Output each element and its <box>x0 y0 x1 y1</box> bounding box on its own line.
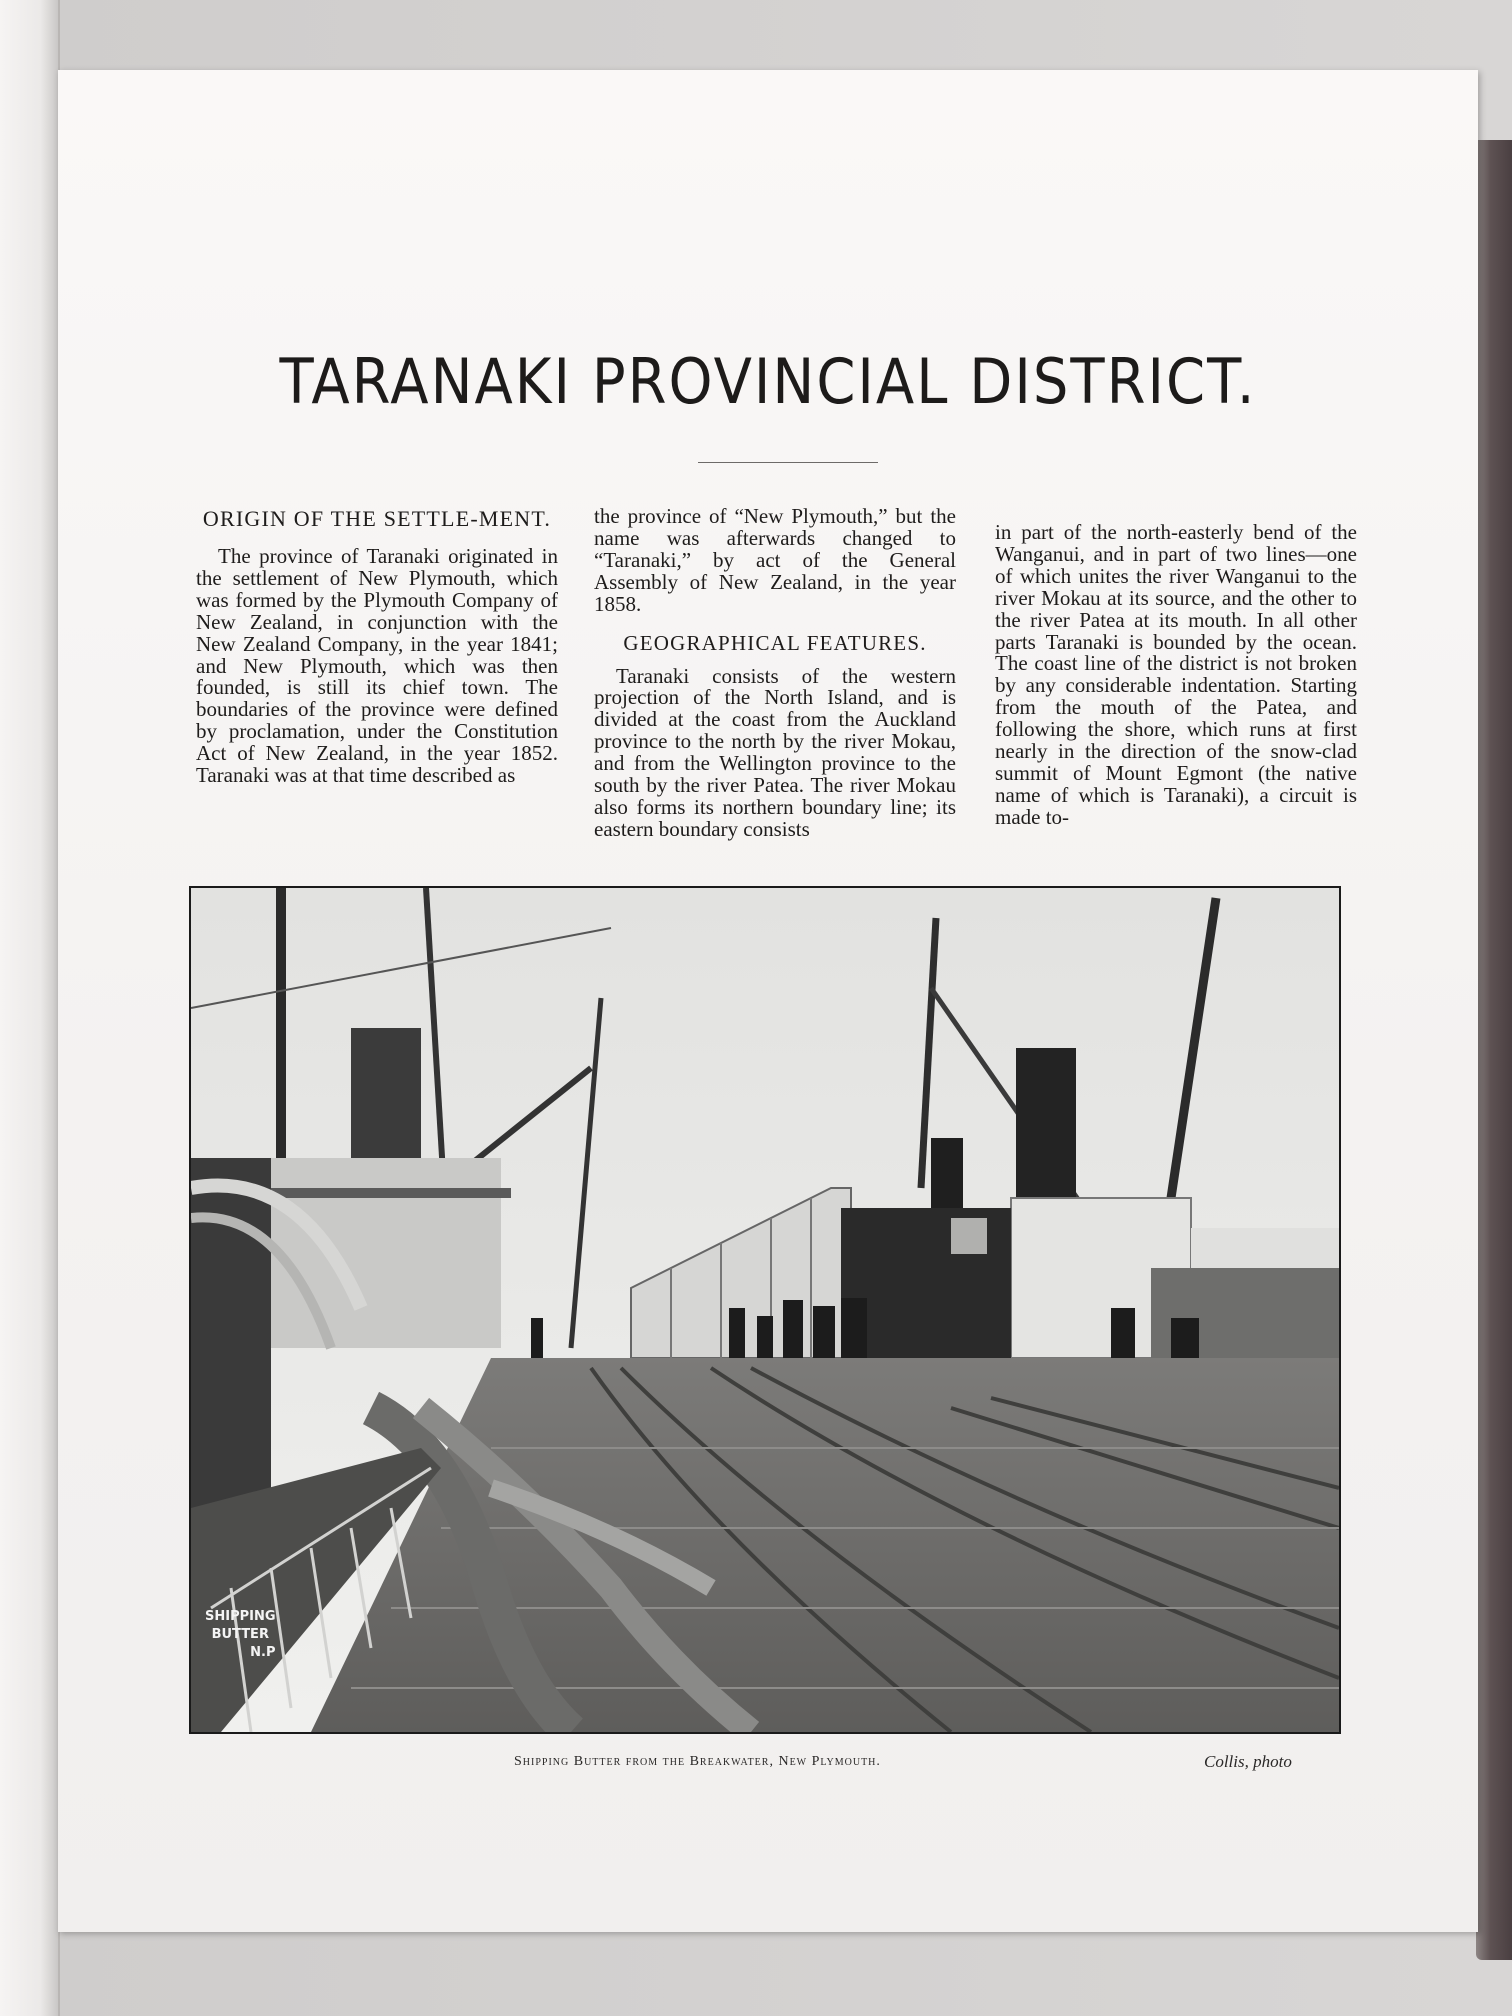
photo-label-line-3: N.P <box>250 1645 276 1660</box>
book-cover-edge <box>1476 140 1512 1960</box>
book-page <box>58 70 1478 1932</box>
wharf-photo-illustration <box>191 888 1339 1732</box>
title-rule <box>698 462 878 463</box>
column-1 <box>196 506 558 787</box>
photo-label-line-2: BUTTER <box>211 1627 269 1642</box>
column-2 <box>594 506 956 841</box>
wharf-photograph <box>189 886 1341 1734</box>
photo-credit: Collis, photo <box>1204 1752 1292 1771</box>
section-heading-geography: GEOGRAPHICAL FEATURES. <box>623 630 927 655</box>
section-heading-origin: ORIGIN OF THE SETTLE-MENT. <box>202 506 552 531</box>
origin-paragraph: The province of Taranaki originated in the settlement of New Plymouth, which was formed by the Plymouth Company of New Zealand, in conjunction with the New Zealand Company, in the year 1841; and New Plymouth, which was then founded, is still its chief town. The boundaries of the province were defined by proclamation, under the Constitution Act of New Zealand, in the year 1852. Taranaki was at that time described as <box>196 544 558 788</box>
facing-page-edge <box>0 0 60 2016</box>
page-title: TARANAKI PROVINCIAL DISTRICT. <box>279 346 1257 419</box>
geography-paragraph-continued: in part of the north-easterly bend of the Wanganui, and in part of two lines—one of which unites the river Wanganui to the river Mokau at its source, and the other to the river Patea at its mouth. In all other parts Taranaki is bounded by the ocean. The coast line of the district is not broken by any considerable indentation. Starting from the mouth of the Patea, and following the shore, which runs at first nearly in the direction of the snow-clad summit of Mount Egmont (the native name of which is Taranaki), a circuit is made to- <box>995 520 1357 829</box>
photo-inset-label <box>205 1608 276 1662</box>
photo-label-line-1: SHIPPING <box>205 1609 276 1624</box>
origin-paragraph-continued: the province of “New Plymouth,” but the name was afterwards changed to “Taranaki,” by act of the General Assembly of New Zealand, in the year 1858. <box>594 504 956 616</box>
photo-caption: Shipping Butter from the Breakwater, New Plymouth. <box>514 1754 881 1769</box>
column-3 <box>995 522 1357 829</box>
geography-paragraph: Taranaki consists of the western projection of the North Island, and is divided at the coast from the Auckland province to the north by the river Mokau, and from the Wellington province to the south by the river Patea. The river Mokau also forms its northern boundary line; its eastern boundary consists <box>594 663 956 841</box>
